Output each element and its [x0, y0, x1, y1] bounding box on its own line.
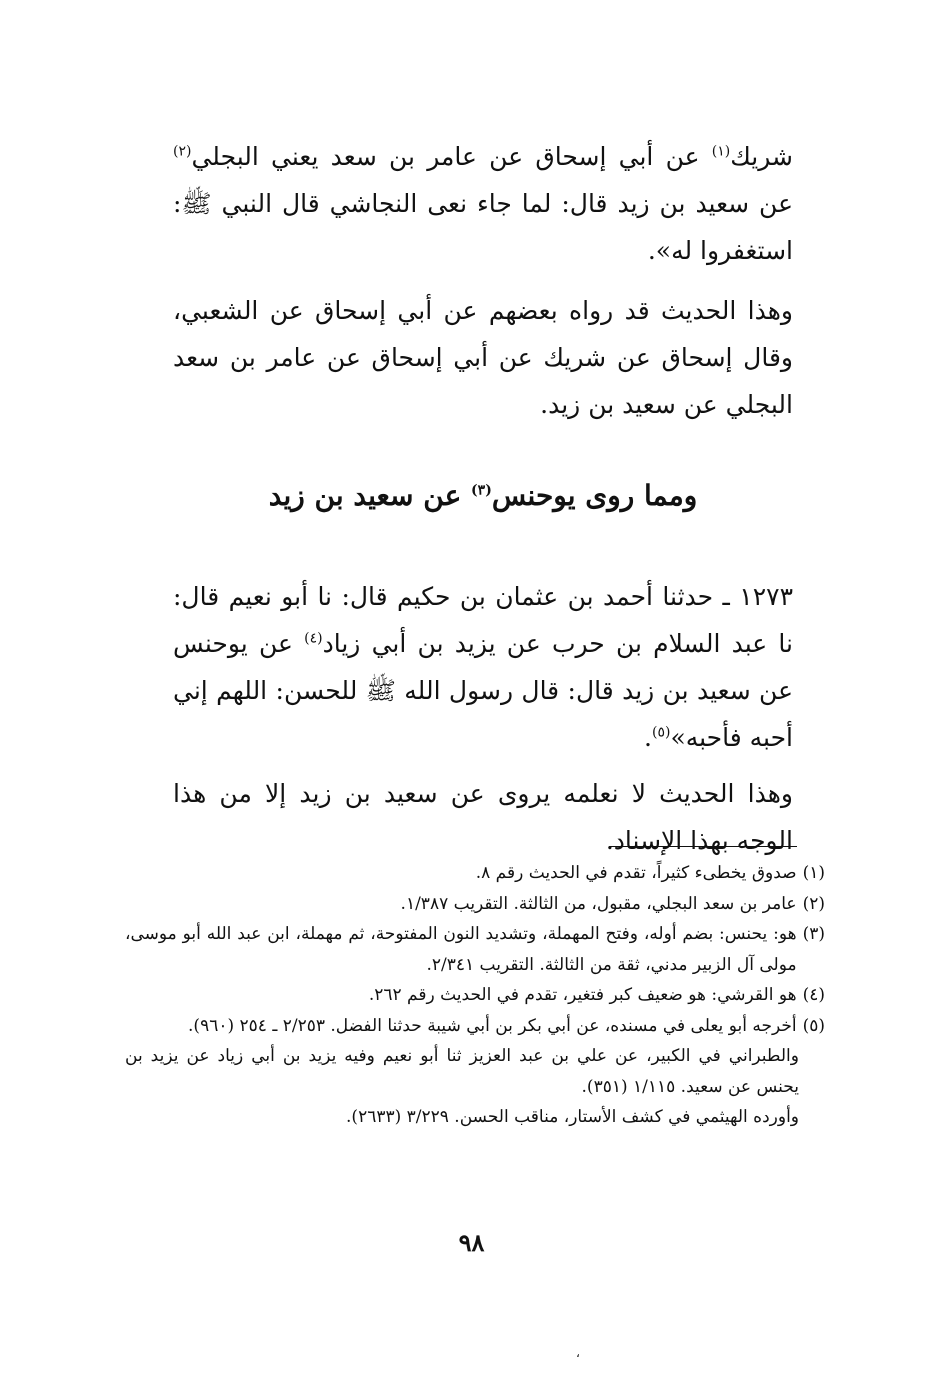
page-number: ٩٨ [458, 1228, 485, 1257]
footnote-text: أخرجه أبو يعلى في مسنده، عن أبي بكر بن أبي شيبة حدثنا الفضل. ٢/٢٥٣ ـ ٢٥٤ (٩٦٠). [188, 1015, 797, 1036]
para1-text-c: عن سعيد بن زيد قال: لما جاء نعى النجاشي قال النبي ﷺ: استغفروا له». [173, 189, 793, 265]
footnote-ref-3[interactable]: (٣) [471, 482, 492, 499]
footnote-continuation: والطبراني في الكبير، عن علي بن عبد العزيز ثنا أبو نعيم وفيه يزيد بن أبي زياد عن يزيد بن يحنس عن سعيد. ١/١١٥ (٣٥١). [125, 1046, 799, 1097]
para1-text-a: شريك [730, 142, 793, 171]
paragraph-commentary-1: وهذا الحديث قد رواه بعضهم عن أبي إسحاق عن الشعبي، وقال إسحاق عن شريك عن أبي إسحاق عن عامر بن سعد البجلي عن سعيد بن زيد. [173, 296, 793, 419]
footnote-number: (٣) [802, 924, 825, 944]
footnote-number: (٥) [802, 1015, 825, 1036]
para3-text-a: ١٢٧٣ ـ حدثنا أحمد بن عثمان بن حكيم قال: نا أبو نعيم قال: نا عبد السلام بن حرب عن يزيد بن أبي زياد [173, 582, 793, 658]
paragraph-commentary-2: وهذا الحديث لا نعلمه يروى عن سعيد بن زيد إلا من هذا الوجه بهذا الإسناد. [173, 779, 793, 855]
footnote-ref-2[interactable]: (٢) [173, 143, 192, 160]
footnote-item [125, 858, 825, 889]
footnote-item [125, 919, 825, 980]
footnote-text: صدوق يخطىء كثيراً، تقدم في الحديث رقم ٨. [475, 863, 797, 883]
footnote-ref-4[interactable]: (٤) [304, 630, 323, 647]
footnote-continuation: وأورده الهيثمي في كشف الأستار، مناقب الحسن. ٣/٢٢٩ (٢٦٣٣). [346, 1107, 799, 1127]
para1-text-b: عن أبي إسحاق عن عامر بن سعد يعني البجلي [191, 142, 712, 171]
footnote-item [125, 1011, 825, 1042]
footnote-text: هو القرشي: هو ضعيف كبر فتغير، تقدم في الحديث رقم ٢٦٢. [368, 985, 797, 1005]
paragraph-hadith-1273 [173, 573, 793, 761]
footnotes-section [125, 858, 825, 1133]
paragraph-hadith-continuation [173, 133, 793, 274]
heading-text-b: عن سعيد بن زيد [268, 479, 472, 513]
footnote-ref-5[interactable]: (٥) [651, 724, 671, 741]
footnote-number: (١) [802, 863, 825, 883]
heading-text-a: ومما روى يوحنس [491, 479, 698, 513]
footnote-text: هو: يحنس: بضم أوله، وفتح المهملة، وتشديد النون المفتوحة، ثم مهملة، ابن عبد الله أبو موسى، مولى آل الزبير مدني، ثقة من الثالثة. التقريب ٢/٣٤١. [125, 924, 797, 975]
para3-text-b: عن يوحنس عن سعيد بن زيد قال: قال رسول الله ﷺ للحسن: اللهم إني أحبه فأحبه» [173, 629, 793, 752]
footnote-item [125, 889, 825, 920]
footnote-item [125, 980, 825, 1011]
footnote-text: عامر بن سعد البجلي، مقبول، من الثالثة. التقريب ١/٣٨٧. [400, 893, 797, 914]
footnote-number: (٤) [802, 985, 825, 1005]
para3-text-c: . [644, 723, 652, 752]
footnote-ref-1[interactable]: (١) [711, 143, 731, 160]
footnote-divider [609, 846, 797, 847]
footnote-number: (٢) [802, 893, 825, 914]
section-heading [173, 471, 793, 521]
scan-speck: ، [576, 1346, 580, 1360]
